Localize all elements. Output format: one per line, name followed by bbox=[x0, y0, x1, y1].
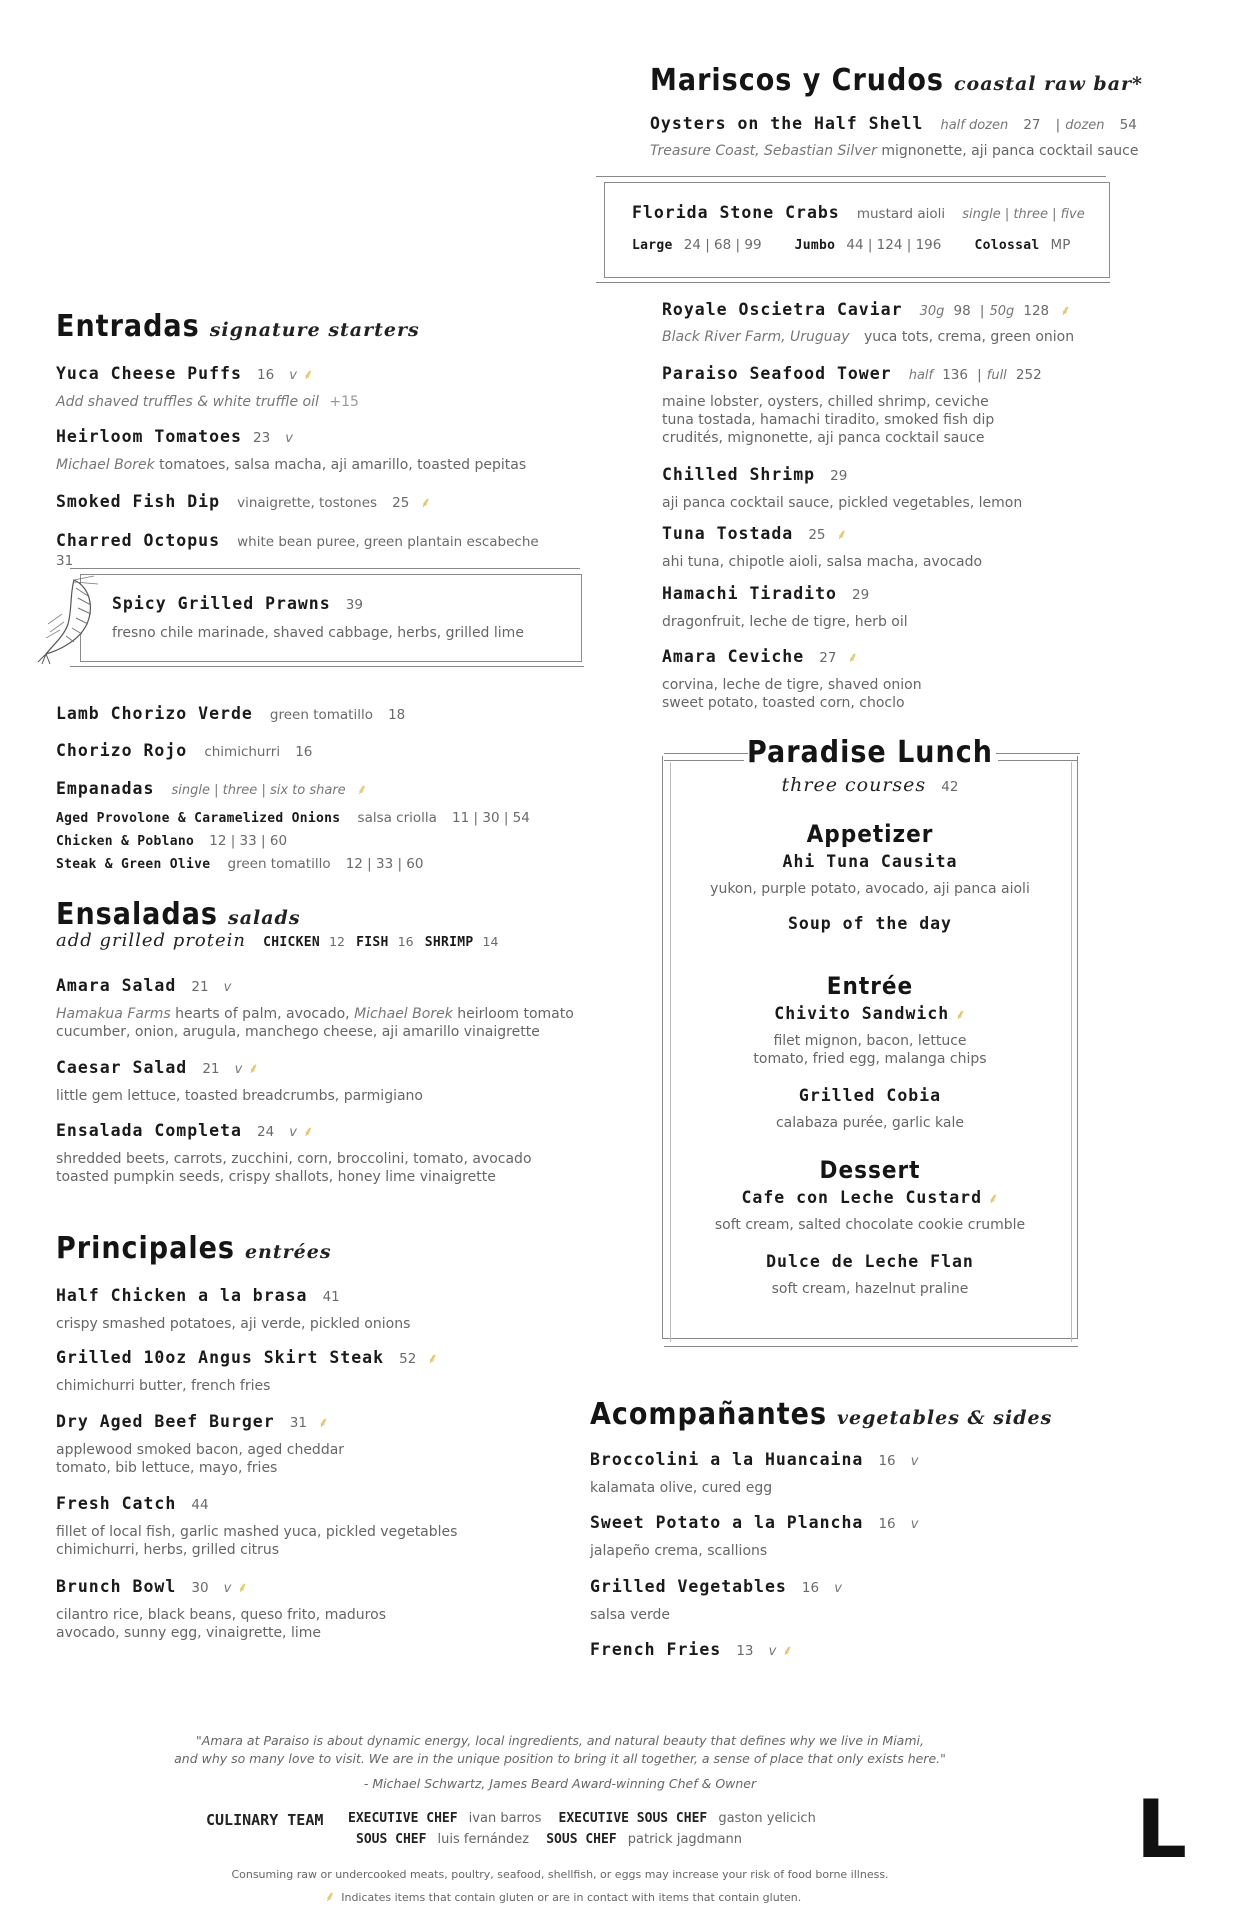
desc-line: tomato, fried egg, malanga chips bbox=[753, 1051, 987, 1067]
item-price: 98 bbox=[953, 303, 971, 319]
lunch-item-name: Dulce de Leche Flan bbox=[766, 1252, 974, 1271]
item-price: 39 bbox=[345, 597, 363, 613]
item-name: Hamachi Tiradito bbox=[662, 584, 837, 603]
item-price: 18 bbox=[388, 707, 406, 723]
item-desc: mustard aioli bbox=[856, 206, 946, 222]
quote-line: "Amara at Paraiso is about dynamic energy, local ingredients, and natural beauty that defines why we live in Miami, bbox=[196, 1733, 924, 1748]
role-name: gaston yelicich bbox=[718, 1811, 816, 1826]
desc-line: tomato, bib lettuce, mayo, fries bbox=[56, 1460, 278, 1476]
item-name: Caesar Salad bbox=[56, 1058, 188, 1077]
menu-item-empanadas bbox=[56, 779, 367, 799]
item-description: jalapeño crema, scallions bbox=[590, 1543, 768, 1559]
vegetarian-mark: v bbox=[910, 1517, 919, 1532]
empanada-row bbox=[56, 853, 423, 872]
wheat-icon: ⸙ bbox=[302, 1124, 314, 1140]
protein-name: CHICKEN bbox=[263, 935, 320, 950]
protein-options bbox=[56, 930, 498, 951]
menu-item-tomatoes bbox=[56, 427, 293, 446]
desc-line: corvina, leche de tigre, shaved onion bbox=[662, 677, 922, 693]
item-name: Florida Stone Crabs bbox=[632, 203, 840, 222]
menu-item-fresh-catch bbox=[56, 1494, 209, 1513]
menu-item-yuca bbox=[56, 364, 313, 384]
item-price: 54 bbox=[1119, 117, 1137, 133]
quote-attribution: - Michael Schwartz, James Beard Award-winning Chef & Owner bbox=[363, 1776, 757, 1791]
item-description: little gem lettuce, toasted breadcrumbs, parmigiano bbox=[56, 1088, 423, 1104]
menu-item-burger bbox=[56, 1412, 329, 1432]
item-name: Fresh Catch bbox=[56, 1494, 177, 1513]
item-option: dozen bbox=[1065, 118, 1105, 133]
lunch-title bbox=[662, 735, 1078, 770]
item-name: Grilled 10oz Angus Skirt Steak bbox=[56, 1348, 385, 1367]
desc-italic: Black River Farm, Uruguay bbox=[662, 329, 850, 345]
menu-item-hamachi bbox=[662, 584, 869, 603]
size-prices: 24 | 68 | 99 bbox=[683, 237, 762, 253]
item-price: 23 bbox=[252, 430, 271, 446]
wheat-icon: ⸙ bbox=[782, 1643, 793, 1659]
size-label: Colossal bbox=[974, 238, 1040, 253]
vegetarian-mark: v bbox=[285, 431, 293, 446]
item-desc: white bean puree, green plantain escabeche bbox=[237, 534, 539, 550]
lunch-item-desc: yukon, purple potato, avocado, aji panca aioli bbox=[710, 881, 1030, 897]
lunch-price: 42 bbox=[941, 779, 959, 795]
quote-line: and why so many love to visit. We are in the unique position to bring it all together, a sense of place that only exists here." bbox=[174, 1751, 946, 1766]
item-price: 30 bbox=[191, 1580, 209, 1596]
desc-italic: Michael Borek bbox=[354, 1006, 453, 1022]
divider bbox=[596, 282, 1110, 283]
item-price: 31 bbox=[56, 553, 74, 569]
protein-label: add grilled protein bbox=[56, 930, 246, 951]
divider bbox=[664, 1346, 1078, 1347]
item-price: 25 bbox=[808, 527, 826, 543]
wheat-icon: ⸙ bbox=[237, 1580, 248, 1596]
size-prices: MP bbox=[1050, 237, 1071, 253]
item-name: Chorizo Rojo bbox=[56, 741, 188, 760]
menu-item-chilled-shrimp bbox=[662, 465, 847, 484]
menu-item-sweet-potato bbox=[590, 1513, 918, 1532]
item-description bbox=[662, 328, 1074, 346]
menu-item-french-fries bbox=[590, 1640, 793, 1660]
item-name: Heirloom Tomatoes bbox=[56, 427, 242, 446]
team-row bbox=[356, 1828, 754, 1847]
item-desc: salsa criolla bbox=[357, 810, 437, 826]
vegetarian-mark: v bbox=[910, 1454, 919, 1469]
vegetarian-mark: v bbox=[289, 1125, 297, 1140]
item-price: 31 bbox=[289, 1415, 307, 1431]
item-price: 16 bbox=[256, 367, 275, 383]
section-subtitle: entrées bbox=[244, 1241, 332, 1263]
item-price: 136 bbox=[942, 367, 968, 383]
page-letter-logo: L bbox=[1136, 1783, 1187, 1876]
item-description bbox=[650, 142, 1138, 160]
menu-item-amara-salad bbox=[56, 976, 231, 995]
protein-name: FISH bbox=[356, 935, 389, 950]
menu-item-tower: Paraiso Seafood Tower half 136 | full 252 bbox=[662, 364, 1042, 383]
item-name: Half Chicken a la brasa bbox=[56, 1286, 308, 1305]
item-name: Tuna Tostada bbox=[662, 524, 794, 543]
item-price: 29 bbox=[830, 468, 848, 484]
vegetarian-mark: v bbox=[234, 1062, 243, 1077]
desc-text: hearts of palm, avocado, bbox=[175, 1006, 350, 1022]
item-option: full bbox=[986, 368, 1007, 383]
item-price: 16 bbox=[878, 1516, 896, 1532]
wheat-icon: ⸙ bbox=[427, 1351, 438, 1367]
empanada-row bbox=[56, 807, 530, 826]
vegetarian-mark: v bbox=[289, 368, 297, 383]
item-description bbox=[56, 1523, 457, 1559]
menu-item-tuna-tostada bbox=[662, 524, 847, 544]
section-subtitle: signature starters bbox=[209, 319, 420, 341]
menu-item-chorizo-rojo bbox=[56, 741, 312, 760]
wheat-icon: ⸙ bbox=[1060, 303, 1071, 319]
item-name: French Fries bbox=[590, 1640, 722, 1659]
item-name: Chicken & Poblano bbox=[56, 834, 195, 849]
item-option: half bbox=[908, 368, 934, 383]
role-label: EXECUTIVE SOUS CHEF bbox=[558, 1811, 708, 1826]
menu-item-skirt-steak bbox=[56, 1348, 438, 1368]
desc-line: fillet of local fish, garlic mashed yuca, pickled vegetables bbox=[56, 1524, 458, 1540]
stone-crab-box bbox=[604, 182, 1110, 278]
chef-quote bbox=[60, 1732, 1060, 1768]
menu-item-oysters: Oysters on the Half Shell half dozen 27 | dozen 54 bbox=[650, 114, 1137, 133]
item-price: 16 bbox=[295, 744, 313, 760]
desc-line: toasted pumpkin seeds, crispy shallots, honey lime vinaigrette bbox=[56, 1169, 496, 1185]
lunch-item-chivito bbox=[662, 1004, 1078, 1024]
empanada-row bbox=[56, 830, 287, 849]
item-price: 12 | 33 | 60 bbox=[345, 856, 424, 872]
item-name: Amara Ceviche bbox=[662, 647, 805, 666]
item-description: salsa verde bbox=[590, 1607, 670, 1623]
wheat-icon: ⸙ bbox=[318, 1415, 329, 1431]
culinary-team-label bbox=[206, 1810, 323, 1829]
protein-price: 14 bbox=[482, 934, 499, 949]
acompanantes-title bbox=[590, 1397, 1053, 1432]
add-price: +15 bbox=[329, 394, 359, 410]
section-subtitle: coastal raw bar* bbox=[953, 73, 1143, 95]
prawns-box bbox=[80, 574, 582, 662]
item-price: 27 bbox=[1023, 117, 1041, 133]
item-name: Royale Oscietra Caviar bbox=[662, 300, 903, 319]
mariscos-title bbox=[650, 63, 1143, 98]
item-price: 25 bbox=[392, 495, 410, 511]
role-label: SOUS CHEF bbox=[546, 1832, 617, 1847]
item-price: 252 bbox=[1015, 367, 1042, 383]
section-title-text: Principales bbox=[56, 1231, 235, 1266]
item-name: Empanadas bbox=[56, 779, 155, 798]
desc-line: maine lobster, oysters, chilled shrimp, ceviche bbox=[662, 394, 989, 410]
section-subtitle: three courses bbox=[781, 774, 927, 796]
item-description bbox=[56, 393, 359, 411]
role-name: patrick jagdmann bbox=[627, 1832, 743, 1847]
item-price: 16 bbox=[801, 1580, 820, 1596]
vegetarian-mark: v bbox=[834, 1581, 842, 1596]
size-label: Large bbox=[632, 238, 673, 253]
item-name: Steak & Green Olive bbox=[56, 857, 211, 872]
item-option: 50g bbox=[989, 304, 1015, 319]
menu-item-stone-crabs bbox=[632, 203, 1085, 222]
protein-price: 16 bbox=[397, 934, 414, 949]
section-subtitle: vegetables & sides bbox=[837, 1407, 1053, 1429]
gluten-note: Indicates items that contain gluten or are in contact with items that contain gluten. bbox=[341, 1891, 802, 1904]
item-name: Smoked Fish Dip bbox=[56, 492, 221, 511]
section-title-text: Acompañantes bbox=[590, 1397, 828, 1432]
item-name: Dry Aged Beef Burger bbox=[56, 1412, 275, 1431]
item-price: 41 bbox=[322, 1289, 340, 1305]
role-name: ivan barros bbox=[468, 1811, 542, 1826]
item-name: Aged Provolone & Caramelized Onions bbox=[56, 811, 341, 826]
item-name: Sweet Potato a la Plancha bbox=[590, 1513, 864, 1532]
item-price: 11 | 30 | 54 bbox=[452, 810, 530, 826]
item-desc: green tomatillo bbox=[227, 856, 331, 872]
vegetarian-mark: v bbox=[223, 980, 232, 995]
item-name: Broccolini a la Huancaina bbox=[590, 1450, 864, 1469]
item-description bbox=[662, 676, 922, 712]
item-option: 30g bbox=[919, 304, 945, 319]
menu-item-broccolini bbox=[590, 1450, 918, 1469]
lunch-item-name: Grilled Cobia bbox=[798, 1086, 942, 1105]
size-label: Jumbo bbox=[794, 238, 836, 253]
divider bbox=[70, 666, 584, 667]
stone-crab-sizes bbox=[632, 234, 1070, 253]
item-description bbox=[56, 1005, 574, 1041]
item-price: 27 bbox=[819, 650, 837, 666]
entradas-title bbox=[56, 309, 420, 344]
desc-italic: Add shaved truffles & white truffle oil bbox=[56, 394, 319, 410]
lunch-item-desc: soft cream, salted chocolate cookie crumble bbox=[714, 1217, 1026, 1233]
item-name: Charred Octopus bbox=[56, 531, 221, 550]
item-name: Ensalada Completa bbox=[56, 1121, 242, 1140]
desc-line: shredded beets, carrots, zucchini, corn, broccolini, tomato, avocado bbox=[56, 1151, 532, 1167]
desc-line: applewood smoked bacon, aged cheddar bbox=[56, 1442, 345, 1458]
wheat-icon: ⸙ bbox=[847, 650, 859, 666]
item-description bbox=[56, 1150, 532, 1186]
desc-line: crudités, mignonette, aji panca cocktail sauce bbox=[662, 430, 985, 446]
item-name: Lamb Chorizo Verde bbox=[56, 704, 253, 723]
item-name: Brunch Bowl bbox=[56, 1577, 177, 1596]
desc-line: avocado, sunny egg, vinaigrette, lime bbox=[56, 1625, 321, 1641]
menu-item-caviar: Royale Oscietra Caviar 30g 98 | 50g 128 ⸙ bbox=[662, 300, 1071, 319]
item-name: Spicy Grilled Prawns bbox=[112, 594, 331, 613]
item-name: Oysters on the Half Shell bbox=[650, 114, 924, 133]
menu-item-octopus bbox=[56, 531, 539, 550]
wheat-icon: ⸙ bbox=[356, 782, 368, 798]
menu-item-half-chicken bbox=[56, 1286, 340, 1305]
item-name: Amara Salad bbox=[56, 976, 177, 995]
item-name: Chilled Shrimp bbox=[662, 465, 816, 484]
desc-italic: Hamakua Farms bbox=[56, 1006, 171, 1022]
course-heading: Dessert bbox=[819, 1156, 921, 1184]
lunch-item-name: Soup of the day bbox=[787, 914, 952, 933]
role-name: luis fernández bbox=[437, 1832, 530, 1847]
item-description: dragonfruit, leche de tigre, herb oil bbox=[662, 614, 908, 630]
desc-line: cucumber, onion, arugula, manchego cheese, aji amarillo vinaigrette bbox=[56, 1024, 540, 1040]
menu-item-prawns bbox=[112, 594, 363, 613]
lunch-item-name: Ahi Tuna Causita bbox=[782, 852, 958, 871]
item-price: 24 bbox=[256, 1124, 275, 1140]
section-title-text: Mariscos y Crudos bbox=[650, 63, 944, 98]
item-price: 16 bbox=[878, 1453, 896, 1469]
item-description: crispy smashed potatoes, aji verde, pickled onions bbox=[56, 1316, 411, 1332]
desc-line: cilantro rice, black beans, queso frito, maduros bbox=[56, 1607, 386, 1623]
menu-item-grilled-vegetables bbox=[590, 1577, 842, 1596]
item-description: ahi tuna, chipotle aioli, salsa macha, avocado bbox=[662, 554, 983, 570]
role-label: SOUS CHEF bbox=[356, 1832, 427, 1847]
item-price: 52 bbox=[399, 1351, 417, 1367]
item-description: fresno chile marinade, shaved cabbage, herbs, grilled lime bbox=[112, 625, 524, 641]
item-price: 13 bbox=[736, 1643, 754, 1659]
item-name: Paraiso Seafood Tower bbox=[662, 364, 892, 383]
item-option: half dozen bbox=[940, 118, 1009, 133]
section-title-text: Paradise Lunch bbox=[747, 735, 993, 770]
shrimp-illustration bbox=[34, 574, 104, 666]
desc-line: sweet potato, toasted corn, choclo bbox=[662, 695, 905, 711]
course-heading: Appetizer bbox=[806, 820, 934, 848]
item-description: chimichurri butter, french fries bbox=[56, 1378, 271, 1394]
gluten-legend bbox=[60, 1887, 1060, 1906]
team-row bbox=[348, 1807, 828, 1826]
desc-italic: Treasure Coast, Sebastian Silver bbox=[650, 143, 877, 159]
desc-text: mignonette, aji panca cocktail sauce bbox=[881, 143, 1139, 159]
desc-line: tuna tostada, hamachi tiradito, smoked fish dip bbox=[662, 412, 995, 428]
item-desc: chimichurri bbox=[204, 744, 281, 760]
wheat-icon: ⸙ bbox=[248, 1061, 259, 1077]
item-price: 44 bbox=[191, 1497, 209, 1513]
disclaimer: Consuming raw or undercooked meats, poultry, seafood, shellfish, or eggs may increase your risk of food borne illness. bbox=[231, 1868, 889, 1881]
item-price: 12 | 33 | 60 bbox=[209, 833, 288, 849]
item-price: 29 bbox=[852, 587, 870, 603]
desc-text: tomatoes, salsa macha, aji amarillo, toasted pepitas bbox=[159, 457, 527, 473]
lunch-item-name: Chivito Sandwich bbox=[774, 1004, 950, 1023]
desc-line: filet mignon, bacon, lettuce bbox=[773, 1033, 967, 1049]
role-label: EXECUTIVE CHEF bbox=[348, 1811, 458, 1826]
item-name: Grilled Vegetables bbox=[590, 1577, 787, 1596]
menu-item-fish-dip bbox=[56, 492, 431, 512]
wheat-icon: ⸙ bbox=[324, 1889, 336, 1905]
item-price: 21 bbox=[191, 979, 209, 995]
item-description bbox=[56, 1441, 344, 1477]
lunch-item-custard bbox=[662, 1188, 1078, 1208]
item-desc: vinaigrette, tostones bbox=[237, 495, 378, 511]
item-description bbox=[662, 393, 994, 447]
lunch-item-desc bbox=[662, 1032, 1078, 1068]
vegetarian-mark: v bbox=[223, 1581, 232, 1596]
divider bbox=[70, 568, 580, 569]
wheat-icon: ⸙ bbox=[988, 1191, 999, 1207]
wheat-icon: ⸙ bbox=[420, 495, 431, 511]
item-description: aji panca cocktail sauce, pickled vegetables, lemon bbox=[662, 495, 1023, 511]
item-desc: green tomatillo bbox=[269, 707, 373, 723]
lunch-item-desc: calabaza purée, garlic kale bbox=[775, 1115, 964, 1131]
item-name: Yuca Cheese Puffs bbox=[56, 364, 242, 383]
menu-item-completa bbox=[56, 1121, 313, 1141]
section-title-text: Entradas bbox=[56, 309, 200, 344]
wheat-icon: ⸙ bbox=[302, 367, 314, 383]
size-prices: 44 | 124 | 196 bbox=[846, 237, 942, 253]
protein-price: 12 bbox=[329, 934, 345, 949]
section-title-text: Ensaladas bbox=[56, 897, 218, 932]
item-option: single | three | six to share bbox=[171, 783, 346, 798]
team-label: CULINARY TEAM bbox=[206, 1811, 324, 1829]
ensaladas-title bbox=[56, 897, 301, 932]
vegetarian-mark: v bbox=[768, 1644, 777, 1659]
divider bbox=[596, 176, 1106, 177]
menu-item-brunch-bowl bbox=[56, 1577, 248, 1597]
principales-title bbox=[56, 1231, 332, 1266]
item-price: 128 bbox=[1023, 303, 1050, 319]
lunch-item-name: Cafe con Leche Custard bbox=[741, 1188, 983, 1207]
lunch-subtitle bbox=[662, 774, 1078, 796]
desc-line: chimichurri, herbs, grilled citrus bbox=[56, 1542, 280, 1558]
desc-text: heirloom tomato bbox=[457, 1006, 574, 1022]
protein-name: SHRIMP bbox=[424, 935, 474, 950]
item-description bbox=[56, 456, 526, 474]
item-price: 21 bbox=[202, 1061, 220, 1077]
desc-text: yuca tots, crema, green onion bbox=[863, 329, 1075, 345]
wheat-icon: ⸙ bbox=[836, 527, 848, 543]
wheat-icon: ⸙ bbox=[955, 1007, 966, 1023]
item-description: kalamata olive, cured egg bbox=[590, 1480, 773, 1496]
menu-item-ceviche bbox=[662, 647, 858, 667]
section-subtitle: salads bbox=[228, 907, 301, 929]
course-heading: Entrée bbox=[826, 972, 914, 1000]
item-option: single | three | five bbox=[962, 207, 1085, 222]
menu-item-lamb bbox=[56, 704, 405, 723]
menu-item-caesar bbox=[56, 1058, 259, 1078]
lunch-item-desc: soft cream, hazelnut praline bbox=[771, 1281, 969, 1297]
item-description bbox=[56, 1606, 386, 1642]
desc-italic: Michael Borek bbox=[56, 457, 155, 473]
